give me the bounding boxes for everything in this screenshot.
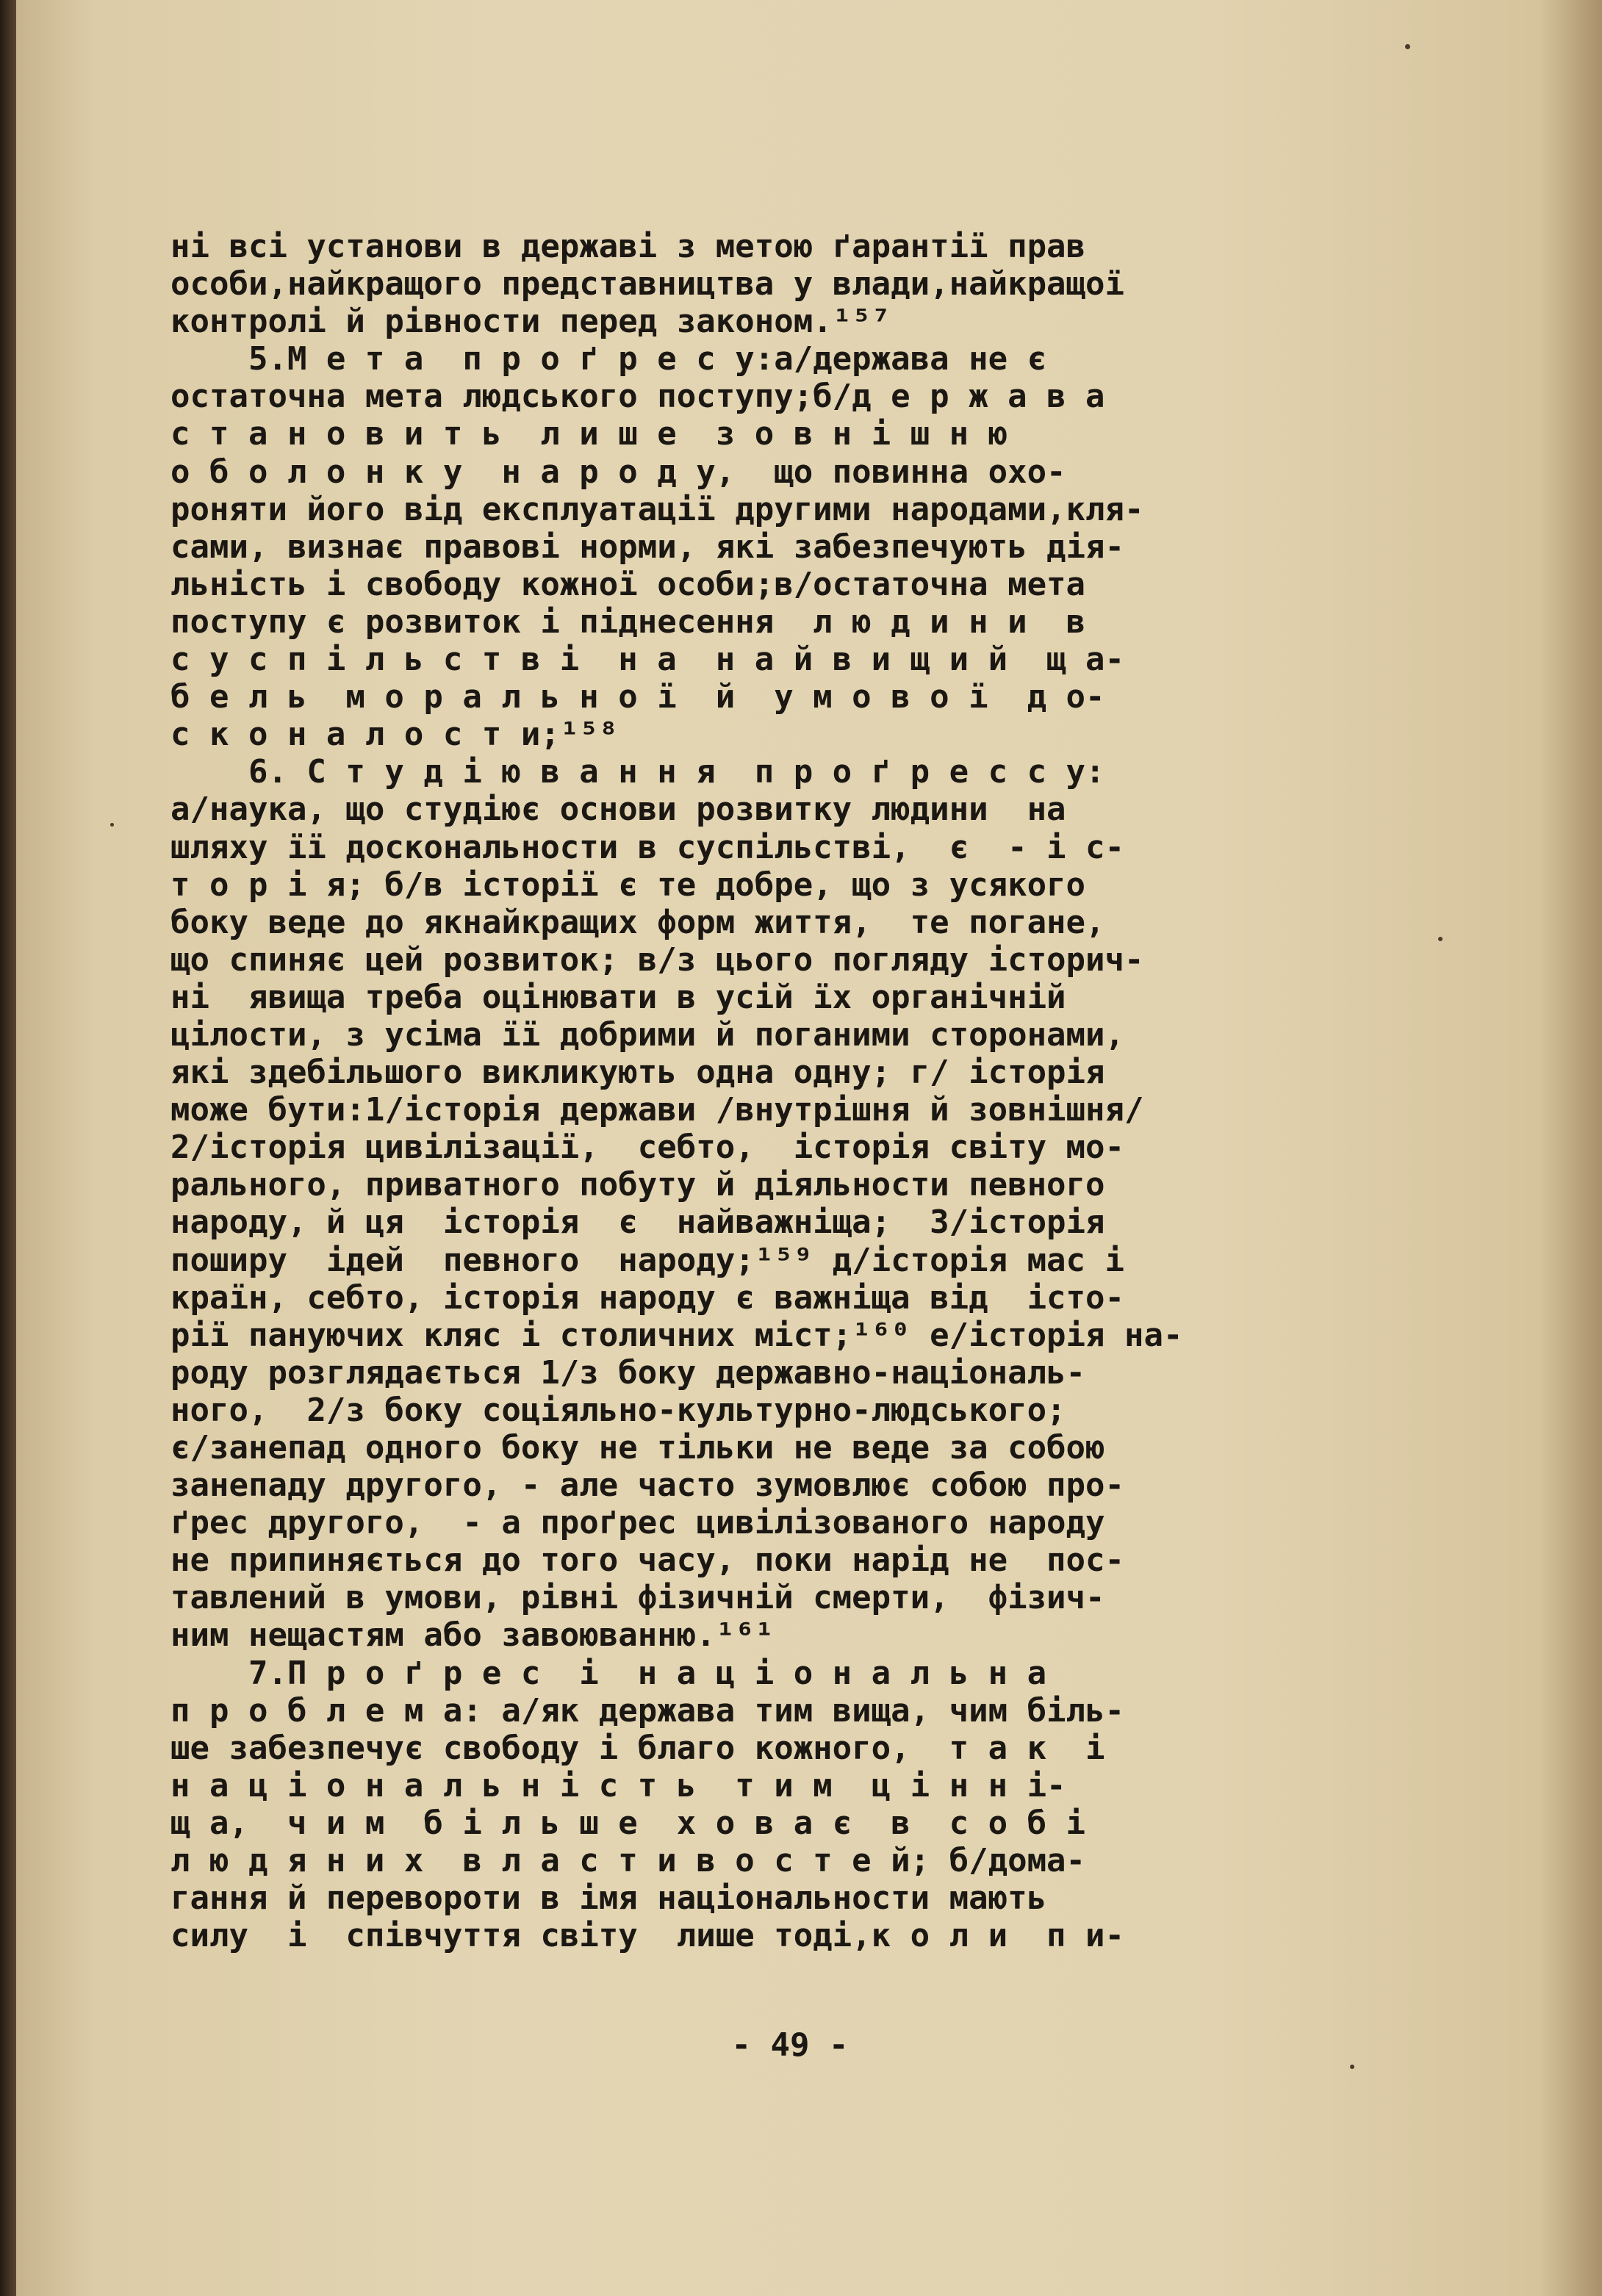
- text-line: сами, визнає правові норми, які забезпечують дія-: [170, 528, 1125, 566]
- text-line: роняти його від експлуатації другими народами,кля-: [170, 490, 1144, 528]
- text-line: 2/історія цивілізації, себто, історія світу мо-: [170, 1129, 1125, 1167]
- text-line: рії пануючих кляс і столичних міст;¹⁶⁰ е/історія на-: [170, 1316, 1183, 1354]
- text-line: може бути:1/історія держави /внутрішня й зовнішня/: [170, 1091, 1144, 1129]
- text-line: занепаду другого, - але часто зумовлює собою про-: [170, 1467, 1125, 1505]
- text-line: країн, себто, історія народу є важніща від істо-: [170, 1278, 1125, 1317]
- text-line: ні всі установи в державі з метою ґарантії прав: [170, 228, 1086, 265]
- text-line: т о р і я; б/в історії є те добре, що з усякого: [170, 866, 1086, 904]
- body-text: [170, 228, 1390, 1954]
- text-line: особи,найкращого представництва у влади,найкращої: [170, 265, 1125, 303]
- text-line: тавлений в умови, рівні фізичній смерти, фізич-: [170, 1579, 1105, 1617]
- text-line: не припиняється до того часу, поки нарід не пос-: [170, 1541, 1125, 1580]
- text-line: н а ц і о н а л ь н і с т ь т и м ц і н н і-: [170, 1766, 1066, 1804]
- text-line: с у с п і л ь с т в і н а н а й в и щ и й щ а-: [170, 641, 1125, 679]
- text-line: роду розглядається 1/з боку державно-національ-: [170, 1353, 1086, 1392]
- text-line: о б о л о н к у н а р о д у, що повинна охо-: [170, 453, 1066, 491]
- text-line: 5.М е т а п р о ґ р е с у:а/держава не є: [170, 340, 1047, 378]
- text-line: що спиняє цей розвиток; в/з цього погляду історич-: [170, 940, 1144, 979]
- text-line: контролі й рівности перед законом.¹⁵⁷: [170, 303, 891, 341]
- text-line: л ю д я н и х в л а с т и в о с т е й; б/дома-: [170, 1842, 1086, 1880]
- text-line: а/наука, що студіює основи розвитку людини на: [170, 791, 1066, 829]
- text-line: льність і свободу кожної особи;в/остаточна мета: [170, 565, 1086, 603]
- paper-speck: [1405, 44, 1410, 49]
- text-line: 7.П р о ґ р е с і н а ц і о н а л ь н а: [170, 1654, 1047, 1692]
- text-line: ше забезпечує свободу і благо кожного, т а к і: [170, 1729, 1105, 1767]
- book-spine: [0, 0, 16, 2296]
- text-line: п р о б л е м а: а/як держава тим вища, чим біль-: [170, 1691, 1125, 1730]
- text-line: остаточна мета людського поступу;б/д е р ж а в а: [170, 378, 1105, 416]
- paper-speck: [1438, 937, 1443, 941]
- page-number: - 49 -: [731, 2026, 849, 2064]
- text-line: ні явища треба оцінювати в усій їх органічній: [170, 978, 1066, 1016]
- text-line: народу, й ця історія є найважніща; 3/історія: [170, 1203, 1105, 1242]
- text-line: щ а, ч и м б і л ь ш е х о в а є в с о б і: [170, 1804, 1086, 1842]
- text-line: гання й перевороти в імя національности мають: [170, 1879, 1047, 1918]
- text-line: с к о н а л о с т и;¹⁵⁸: [170, 716, 619, 754]
- text-line: цілости, з усіма її добрими й поганими сторонами,: [170, 1015, 1125, 1054]
- paper-speck: [1350, 2065, 1354, 2069]
- text-line: ґрес другого, - а проґрес цивілізованого народу: [170, 1504, 1105, 1542]
- text-line: рального, приватного побуту й діяльности певного: [170, 1166, 1105, 1204]
- text-line: які здебільшого викликують одна одну; г/ історія: [170, 1054, 1105, 1092]
- text-line: шляху її доскональности в суспільстві, є - і с-: [170, 828, 1125, 866]
- text-line: поступу є розвиток і піднесення л ю д и н и в: [170, 602, 1086, 641]
- text-line: боку веде до якнайкращих форм життя, те погане,: [170, 903, 1105, 941]
- text-line: с т а н о в и т ь л и ш е з о в н і ш н ю: [170, 415, 1008, 453]
- text-line: 6. С т у д і ю в а н н я п р о ґ р е с с у:: [170, 753, 1105, 791]
- text-line: є/занепад одного боку не тільки не веде за собою: [170, 1429, 1105, 1467]
- text-line: б е л ь м о р а л ь н о ї й у м о в о ї д о-: [170, 678, 1105, 716]
- text-line: ного, 2/з боку соціяльно-культурно-людського;: [170, 1391, 1066, 1429]
- text-line: ним нещастям або завоюванню.¹⁶¹: [170, 1616, 775, 1655]
- text-line: поширу ідей певного народу;¹⁵⁹ д/історія мас і: [170, 1241, 1125, 1279]
- text-line: силу і співчуття світу лише тоді,к о л и п и-: [170, 1917, 1125, 1955]
- paper-speck: [110, 823, 114, 827]
